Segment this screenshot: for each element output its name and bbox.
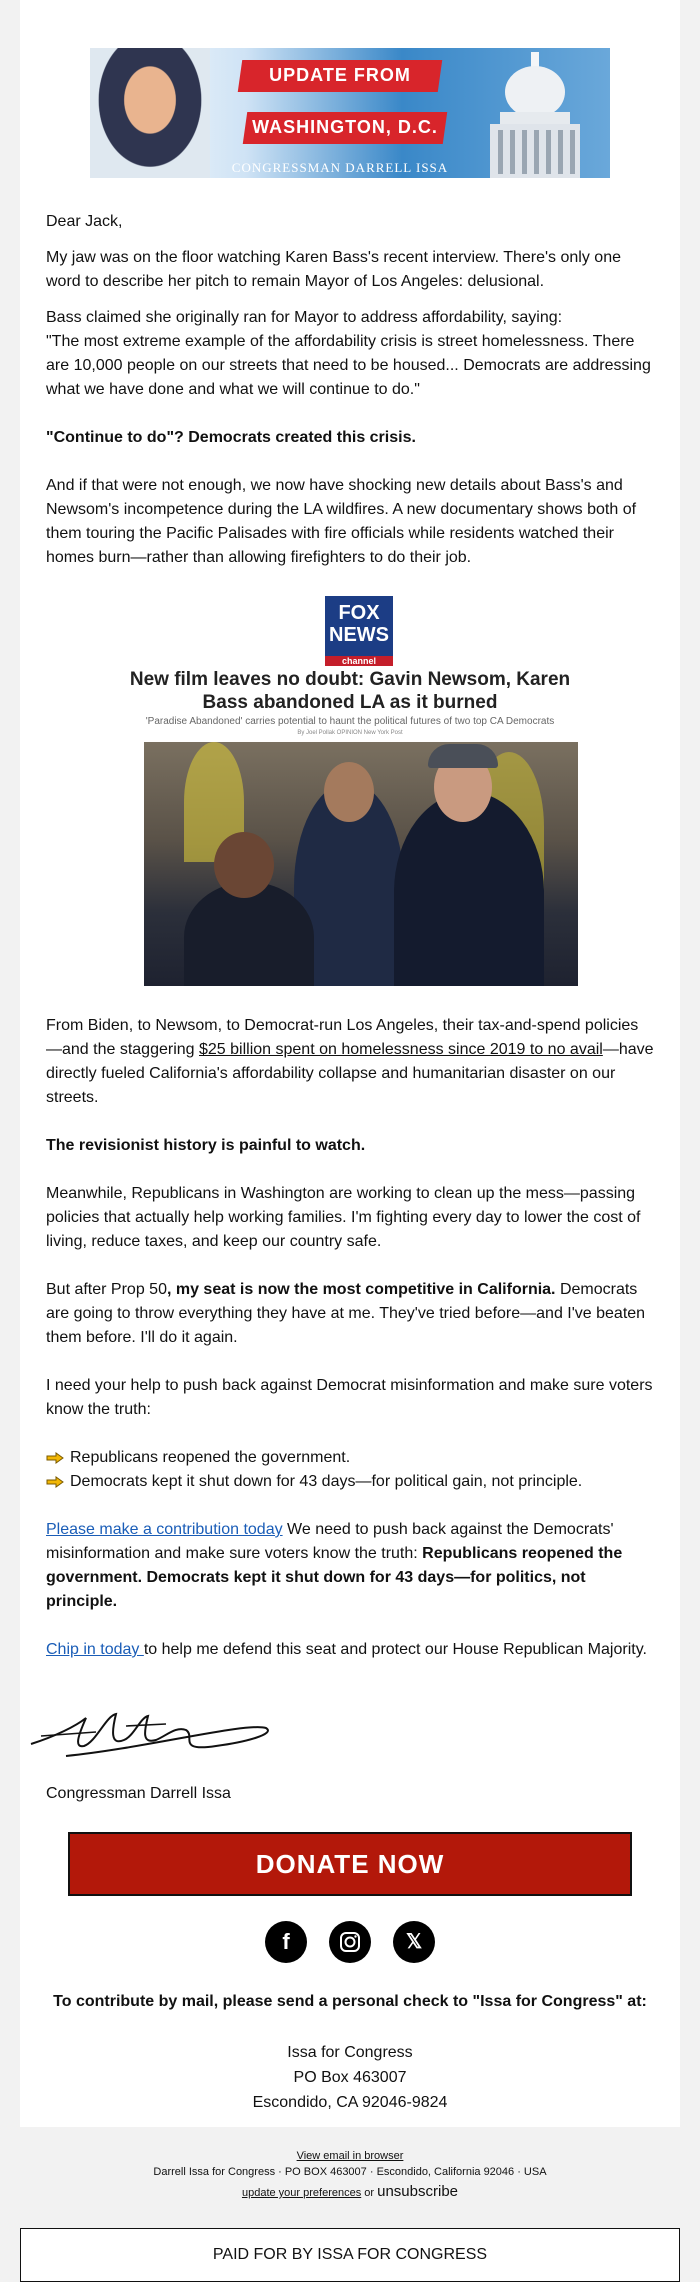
bullet-text-1: Republicans reopened the government. [70, 1449, 351, 1466]
instagram-glyph [329, 1921, 371, 1963]
banner-line2: WASHINGTON, D.C. [252, 117, 438, 137]
update-preferences-link[interactable]: update your preferences [241, 2187, 362, 2199]
capitol-dome-icon [480, 52, 590, 178]
signature [26, 1696, 276, 1766]
greeting: Dear Jack, [46, 213, 123, 230]
paragraph-11-text: to help me defend this seat and protect our House Republican Majority. [143, 1641, 647, 1658]
paragraph-7: Meanwhile, Republicans in Washington are working to clean up the mess—passing policies that actually help working families. I'm fighting every day to lower the cost of living, reduce taxes, and keep our country safe. [46, 1185, 641, 1250]
paragraph-3: "Continue to do"? Democrats created this crisis. [46, 429, 416, 446]
paragraph-2 [46, 306, 654, 402]
paragraph-2-intro: Bass claimed she originally ran for Mayor to address affordability, saying: [46, 309, 563, 326]
x-twitter-icon[interactable]: 𝕏 [393, 1921, 435, 1963]
address-line-2: PO Box 463007 [293, 2069, 407, 2086]
instagram-icon[interactable] [329, 1921, 371, 1963]
paragraph-9: I need your help to push back against Democrat misinformation and make sure voters know the truth: [46, 1377, 653, 1418]
mailing-address [0, 2040, 700, 2115]
bullet-text-2: Democrats kept it shut down for 43 days—for political gain, not principle. [70, 1473, 583, 1490]
fox-news-clipping[interactable] [115, 590, 585, 990]
address-line-3: Escondido, CA 92046-9824 [252, 2094, 448, 2111]
bullet-list [46, 1446, 654, 1494]
paragraph-4: And if that were not enough, we now have shocking new details about Bass's and Newsom's incompetence during the LA wildfires. A new documentary shows both of them touring the Pacific Palisades with fire officials while residents watched their homes burn—rather than allowing firefighters to do their job. [46, 477, 637, 566]
facebook-icon[interactable]: f [265, 1921, 307, 1963]
footer-org-line: Darrell Issa for Congress · PO BOX 463007 · Escondido, California 92046 · USA [153, 2166, 547, 2178]
paragraph-1: My jaw was on the floor watching Karen Bass's recent interview. There's only one word to describe her pitch to remain Mayor of Los Angeles: delusional. [46, 249, 621, 290]
fox-news-logo [325, 596, 393, 666]
article-subhead: 'Paradise Abandoned' carries potential to haunt the political futures of two top CA Democrats [145, 716, 555, 727]
paragraph-8 [46, 1278, 654, 1350]
pointing-hand-icon [46, 1475, 64, 1489]
paragraph-8-end: Democrats are going to throw everything they have at me. They've tried before—and I've beaten them before. I'll do it again. [46, 1281, 646, 1346]
pointing-hand-icon [46, 1451, 64, 1465]
fox-logo-top: FOX [338, 602, 380, 624]
footer-links [0, 2183, 700, 2200]
article-byline: By Joel Pollak OPINION New York Post [297, 730, 403, 736]
paragraph-8-bold: , my seat is now the most competitive in California. [166, 1281, 556, 1298]
article-photo [144, 742, 578, 986]
paid-for-disclaimer: PAID FOR BY ISSA FOR CONGRESS [20, 2228, 680, 2282]
list-item [46, 1446, 654, 1470]
paragraph-10-bold: Republicans reopened the government. Democrats kept it shut down for 43 days—for politics, not principle. [46, 1545, 623, 1610]
header-banner [90, 48, 610, 178]
paragraph-5-start: From Biden, to Newsom, to Democrat-run Los Angeles, their tax-and-spend policies —and the staggering [46, 1017, 639, 1058]
paragraph-10-text: We need to push back against the Democrats' misinformation and make sure voters know the truth: [46, 1521, 614, 1562]
donate-now-button[interactable]: DONATE NOW [68, 1832, 632, 1896]
paragraph-10 [46, 1518, 654, 1614]
unsubscribe-link[interactable]: unsubscribe [377, 2183, 459, 2200]
banner-caption: CONGRESSMAN DARRELL ISSA [231, 160, 449, 175]
paragraph-6: The revisionist history is painful to watch. [46, 1137, 366, 1154]
contribute-link[interactable]: Please make a contribution today [46, 1521, 283, 1538]
signoff: Congressman Darrell Issa [46, 1785, 231, 1802]
footer-or: or [361, 2187, 378, 2199]
banner-line1: UPDATE FROM [269, 65, 411, 85]
congressman-photo [90, 48, 210, 178]
paragraph-11 [46, 1638, 654, 1662]
fox-logo-bottom: NEWS [329, 624, 389, 646]
article-headline: New film leaves no doubt: Gavin Newsom, Karen Bass abandoned LA as it burned [129, 669, 571, 713]
paragraph-5 [46, 1014, 654, 1110]
paragraph-5-end: —have directly fueled California's affordability collapse and humanitarian disaster on our streets. [46, 1041, 654, 1106]
mail-instructions: To contribute by mail, please send a personal check to "Issa for Congress" at: [53, 1993, 647, 2010]
paragraph-2-quote: "The most extreme example of the affordability crisis is street homelessness. There are 10,000 people on our streets that need to be housed... Democrats are addressing what we have done and what we will continue to do." [46, 333, 651, 398]
fox-logo-channel: channel [341, 656, 376, 666]
list-item [46, 1470, 654, 1494]
address-line-1: Issa for Congress [287, 2044, 413, 2061]
paragraph-8-start: But after Prop 50 [46, 1281, 167, 1298]
view-in-browser-link[interactable]: View email in browser [296, 2150, 404, 2162]
chip-in-link[interactable]: Chip in today [46, 1641, 144, 1658]
homelessness-spending-link[interactable]: $25 billion spent on homelessness since 2019 to no avail [199, 1041, 603, 1058]
